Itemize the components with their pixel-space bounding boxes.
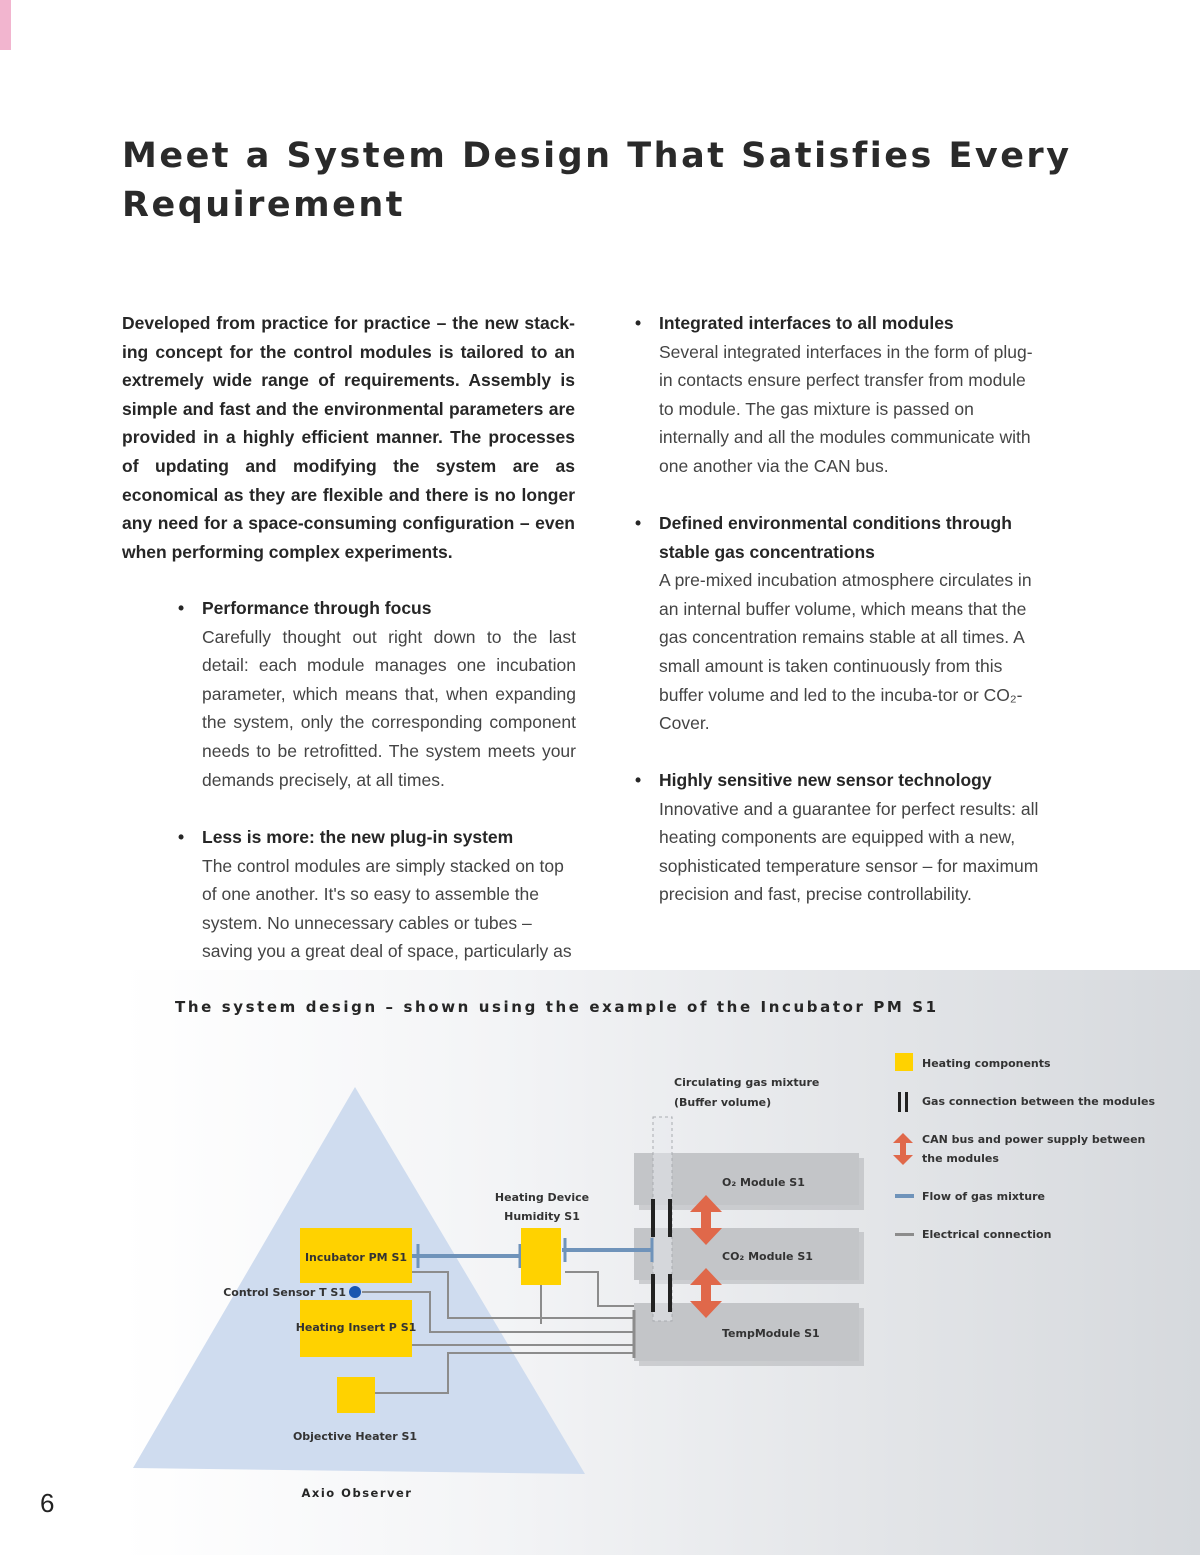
objective-heater-box bbox=[337, 1377, 375, 1413]
legend-electrical-label: Electrical connection bbox=[922, 1228, 1052, 1241]
microscope-label: Axio Observer bbox=[301, 1486, 413, 1500]
legend-gas-flow-swatch bbox=[895, 1194, 914, 1198]
page-number: 6 bbox=[40, 1488, 55, 1518]
o2-module-label: O₂ Module S1 bbox=[722, 1176, 805, 1189]
temp-module-label: TempModule S1 bbox=[722, 1327, 820, 1340]
legend-can-bus-label: the modules bbox=[922, 1152, 999, 1165]
incubator-label: Incubator PM S1 bbox=[304, 1251, 408, 1264]
bullet-heading: • Less is more: the new plug-in system bbox=[202, 823, 576, 852]
co2-module-label: CO₂ Module S1 bbox=[722, 1250, 813, 1263]
diagram-title: The system design – shown using the example of the Incubator PM S1 bbox=[175, 998, 939, 1016]
bullet-heading: • Highly sensitive new sensor technology bbox=[659, 766, 1039, 795]
legend-gas-flow-label: Flow of gas mixture bbox=[922, 1190, 1045, 1203]
legend-electrical-swatch bbox=[895, 1233, 914, 1236]
heating-device-box bbox=[521, 1228, 561, 1285]
objective-heater-label: Objective Heater S1 bbox=[292, 1430, 418, 1443]
legend-heating-label: Heating components bbox=[922, 1057, 1051, 1070]
bullet-heading: • Performance through focus bbox=[202, 594, 576, 623]
legend-can-bus-label: CAN bus and power supply between bbox=[922, 1133, 1146, 1146]
bullet-body: Innovative and a guarantee for perfect results: all heating components are equipped with a new, sophisticated temperature sensor – for maximum precision and fast, precise controllability. bbox=[659, 798, 1039, 905]
heating-device-label: Heating Device bbox=[494, 1191, 590, 1204]
legend-gas-connection-label: Gas connection between the modules bbox=[922, 1095, 1156, 1108]
legend-gas-connection-swatch bbox=[905, 1092, 908, 1112]
control-sensor-dot bbox=[349, 1286, 361, 1298]
legend-heating-swatch bbox=[895, 1053, 913, 1071]
page-title: Meet a System Design That Satisfies Every Requirement bbox=[122, 136, 1072, 225]
heating-insert-label: Heating Insert P S1 bbox=[295, 1321, 417, 1334]
legend-gas-connection-swatch bbox=[898, 1092, 901, 1112]
legend-can-bus-swatch bbox=[893, 1133, 913, 1165]
circulating-gas-label: Circulating gas mixture bbox=[674, 1076, 820, 1089]
bullet-body: Carefully thought out right down to the last detail: each module manages one incubation parameter, which means that, when expanding the system, only the corresponding component needs to be retrofitted. The system meets your demands precisely, at all times. bbox=[202, 626, 576, 790]
intro-paragraph: Developed from practice for practice – the new stack-ing concept for the control modules is tailored to an extremely wide range of requirements. Assembly is simple and fast and the environmental parameters are provided in a highly efficient manner. The processes of updating and modifying the system are as economical as they are flexible and there is no longer any need for a space-consuming configuration – even when performing complex experiments. bbox=[122, 313, 575, 562]
control-sensor-label: Control Sensor T S1 bbox=[223, 1286, 346, 1299]
heating-device-label: Humidity S1 bbox=[504, 1210, 580, 1223]
bullet-body: The control modules are simply stacked on top of one another. It's so easy to assemble the system. No unnecessary cables or tubes – saving you a great deal of space, particularly as bbox=[202, 855, 572, 962]
bullet-heading: • Defined environmental conditions through stable gas concentrations bbox=[659, 509, 1039, 566]
bullet-body: Several integrated interfaces in the form of plug-in contacts ensure perfect transfer from module to module. The gas mixture is passed on internally and all the modules communicate with one another via the CAN bus. bbox=[659, 341, 1033, 476]
bullet-body: A pre-mixed incubation atmosphere circulates in an internal buffer volume, which means that the gas concentration remains stable at all times. A small amount is taken continuously from this buffer volume and led to the incuba-tor or CO₂-Cover. bbox=[659, 570, 1032, 734]
buffer-volume-label: (Buffer volume) bbox=[674, 1096, 772, 1109]
bullet-heading: • Integrated interfaces to all modules bbox=[659, 309, 1039, 338]
